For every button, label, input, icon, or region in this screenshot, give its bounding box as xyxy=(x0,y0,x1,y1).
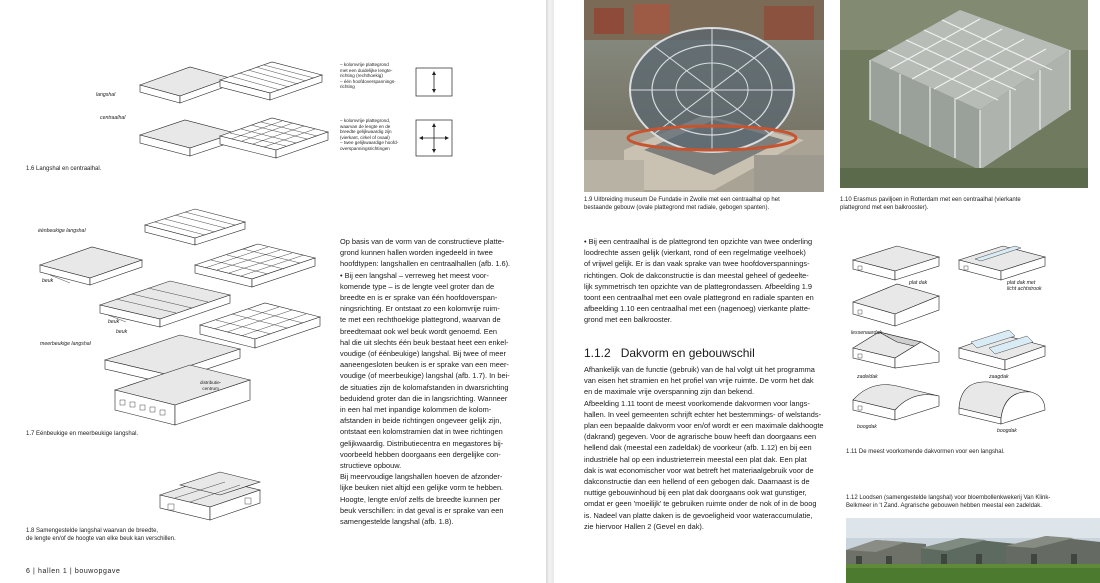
body-line: komende type – is de lengte veel groter dan de xyxy=(340,281,495,291)
page-footer: 6 | hallen 1 | bouwopgave xyxy=(26,568,121,575)
body-line: • Bij een centraalhal is de plattegrond ten opzichte van twee onderling xyxy=(584,237,813,246)
body-line: (dakrand) gegeven. Voor de agrarische bouw heeft dan doorgaans een xyxy=(584,432,817,442)
body-line: toont een centraalhal met een ovale plattegrond en radiale spanten en xyxy=(584,293,814,303)
figure-1-8-drawing xyxy=(150,470,290,525)
figure-1-9-caption xyxy=(584,196,829,212)
body-line: is. Nadeel van platte daken is de gevoeligheid voor wateraccumulatie, xyxy=(584,510,813,520)
caption-line: 1.9 Uitbreiding museum De Fundatie in Zwolle met een centraalhal op het xyxy=(584,197,780,203)
body-line: van eisen het stramien en het profiel van vrije ruimte. De vorm het dak xyxy=(584,376,814,386)
body-line: ningsrichting. Er ontstaat zo een kolomvrije ruim- xyxy=(340,304,500,314)
body-line: samengestelde langshal (afb. 1.8). xyxy=(340,517,454,527)
body-line: richtingen. Ook de dakconstructie is dan meestal geheel of gedeelte- xyxy=(584,270,809,280)
plat-dak-label: plat dak xyxy=(909,280,928,286)
figure-1-6 xyxy=(60,40,530,170)
centraalhal-grid-drawing xyxy=(220,118,328,158)
body-line: beuk verschillen: in dat geval is er sprake van een xyxy=(340,505,504,515)
plat-dak-lichtstrook-drawing xyxy=(959,246,1045,280)
legend-line: – kolomvrije plattegrond, xyxy=(340,118,391,123)
lessenaardak-label: lessenaardak xyxy=(851,330,882,336)
distributiecentrum-label xyxy=(200,380,221,391)
two-direction-arrow-icon xyxy=(416,120,452,156)
legend-line: waarvan de lengte en de xyxy=(340,123,391,129)
body-line: industriële hal op een industrieterrein meestal een plat dak. Een plat xyxy=(584,454,807,464)
section-heading xyxy=(584,346,755,360)
section-title: Dakvorm en gebouwschil xyxy=(620,346,755,360)
plat-dak-drawing xyxy=(853,246,939,280)
label-line: licht achtstrook xyxy=(1007,286,1042,292)
paviljoen-photo-illustration xyxy=(840,0,1088,188)
langshal-label: langshal xyxy=(96,92,116,98)
photo-museum-de-fundatie xyxy=(584,0,824,192)
loodsen-photo-illustration xyxy=(846,518,1100,583)
body-line: • Bij een langshal – verreweg het meest voor- xyxy=(340,270,489,280)
body-line: of vrijwel gelijk. Er is dan vaak sprake van twee hoofdoverspannings- xyxy=(584,259,810,269)
plat-dak-licht-label xyxy=(1007,280,1042,292)
meerbeukige-langshal-label: meerbeukige langshal xyxy=(40,341,91,347)
one-direction-arrow-icon xyxy=(416,68,452,96)
figure-1-7-drawing xyxy=(30,215,330,430)
body-line: te met een rechthoekige plattegrond, waarvan de xyxy=(340,315,501,325)
body-line: de situaties zijn de kolomafstanden in dwarsrichting xyxy=(340,382,509,392)
body-line: voudige (of meerbeukige) langshal (afb. 1.7). In bei- xyxy=(340,371,510,381)
lessenaardak-drawing xyxy=(853,284,939,326)
body-line: dak is wat economischer voor wat betreft het materiaalgebruik voor de xyxy=(584,465,814,475)
caption-line: plattegrond met een balkrooster). xyxy=(840,205,929,211)
body-line: lijk symmetrisch ten opzichte van de plattegrondassen. Afbeelding 1.9 xyxy=(584,281,813,291)
beuk-label: beuk xyxy=(108,319,120,325)
roof-forms-drawing xyxy=(849,240,1069,440)
body-line: Afhankelijk van de functie (gebruik) van de hal volgt uit het programma xyxy=(584,365,815,374)
body-line: afstanden in beide richtingen ongeveer gelijk zijn, xyxy=(340,416,502,426)
figure-1-8 xyxy=(150,470,290,525)
centraalhal-label: centraalhal xyxy=(100,115,126,121)
legend-line: breedte gelijkwaardig zijn xyxy=(340,129,392,135)
body-line: beduidend groter dan die in langsrichting. Wanneer xyxy=(340,393,508,403)
dakvorm-text xyxy=(584,364,844,532)
body-line: hellend dak (meestal een zadeldak) de voorkeur (afb. 1.12) en bij een xyxy=(584,443,812,453)
body-line: Op basis van de vorm van de constructieve platte- xyxy=(340,237,505,246)
boogdak-drawing xyxy=(959,382,1045,424)
boogdak-drawing xyxy=(853,385,939,420)
beuk-label: beuk xyxy=(42,278,54,284)
eenbeukige-langshal-label: éénbeukige langshal xyxy=(38,228,86,234)
legend-line: – twee gelijkwaardige hoofd- xyxy=(340,140,399,146)
body-line: hoofdtypen: langshallen en centraalhallen (afb. 1.6). xyxy=(340,259,511,269)
langshal-slab-drawing xyxy=(140,67,230,103)
legend-line: (vierkant, cirkel of ovaal) xyxy=(340,134,390,140)
body-line: voudige (of éénbeukige) langshal. Bij twee of meer xyxy=(340,349,506,359)
body-line: grond kunnen hallen worden ingedeeld in twee xyxy=(340,248,493,258)
left-page xyxy=(0,0,546,583)
body-line: breedte en is er sprake van één hoofdoverspan- xyxy=(340,293,498,303)
boogdak-label: boogdak xyxy=(857,424,877,430)
zadeldak-label: zadeldak xyxy=(857,374,878,380)
legend-line: overspanningsrichtingen xyxy=(340,145,390,151)
figure-1-11 xyxy=(849,240,1069,440)
zaagdak-drawing xyxy=(959,330,1045,370)
body-line: Afbeelding 1.11 toont de meest voorkomende dakvormen voor langs- xyxy=(584,398,810,408)
body-line: afbeelding 1.10 een centraalhal met een (nagenoeg) vierkante platte- xyxy=(584,304,811,314)
caption-line: 1.12 Loodsen (samengestelde langshal) voor bloembollenkwekerij Van Klink- xyxy=(846,495,1051,501)
zaagdak-label: zaagdak xyxy=(989,374,1009,380)
caption-line: Belkmeer in 't Zand. Agrarische gebouwen hebben meestal een zadeldak. xyxy=(846,503,1042,509)
body-line: ontstaat een kolomstramien dat in twee richtingen xyxy=(340,427,503,437)
distributie-line: distributie- xyxy=(200,380,222,385)
figure-1-10-caption xyxy=(840,196,1095,212)
legend-line: richting xyxy=(340,84,355,90)
caption-line: bestaande gebouw (ovale plattegrond met radiale, gebogen spanten). xyxy=(584,205,770,211)
figure-1-6-drawing xyxy=(60,40,530,170)
legend-line: richting (rechthoekig) xyxy=(340,73,383,79)
body-line: gelijkwaardig. Distributiecentra en megastores bij- xyxy=(340,438,504,448)
body-line: lijke beuken niet altijd een gelijke vorm te hebben. xyxy=(340,483,504,493)
centraalhal-legend xyxy=(340,118,415,152)
photo-erasmus-paviljoen xyxy=(840,0,1088,188)
body-line: Hoogte, lengte en/of zelfs de breedte kunnen per xyxy=(340,494,501,504)
legend-line: met een duidelijke lengte- xyxy=(340,67,393,73)
body-line: structieve opbouw. xyxy=(340,461,402,471)
figure-1-7 xyxy=(30,215,330,430)
distributie-line: centrum xyxy=(202,385,219,391)
figure-1-6-caption: 1.6 Langshal en centraalhal. xyxy=(26,166,102,172)
body-line: en de maximale vrije overspanning zijn dan bekend. xyxy=(584,387,755,397)
museum-photo-illustration xyxy=(584,0,824,192)
book-gutter xyxy=(546,0,554,583)
caption-line: de lengte en/of de hoogte van elke beuk kan verschillen. xyxy=(26,536,176,542)
right-page xyxy=(554,0,1100,583)
centraalhal-text xyxy=(584,236,839,326)
beuk-label: beuk xyxy=(116,329,128,335)
body-line: voorbeeld hebben doorgaans een dergelijke con- xyxy=(340,449,501,459)
body-line: in een hal met inpandige kolommen de kolom- xyxy=(340,405,492,415)
left-body-text xyxy=(340,236,540,527)
figure-1-7-caption: 1.7 Eénbeukige en meerbeukige langshal. xyxy=(26,431,139,437)
legend-line: – één hoofdoverspannings- xyxy=(340,78,396,84)
langshal-legend xyxy=(340,62,415,90)
legend-line: – kolomvrije plattegrond xyxy=(340,62,389,67)
caption-line: 1.8 Samengestelde langshal waarvan de breedte, xyxy=(26,528,159,534)
langshal-frame-drawing xyxy=(220,62,322,100)
body-line: dakconstructie dan een hellend of een gebogen dak. Daarnaast is de xyxy=(584,477,810,487)
caption-line: 1.10 Erasmus paviljoen in Rotterdam met een centraalhal (vierkante xyxy=(840,197,1021,203)
section-number: 1.1.2 xyxy=(584,346,611,360)
body-line: breedtemaat ook wel beuk wordt genoemd. Een xyxy=(340,326,497,336)
body-line: nuttige gebouwinhoud bij een plat dak doorgaans ook wat gunstiger, xyxy=(584,488,807,498)
body-line: aaneengesloten beuken is er sprake van een meer- xyxy=(340,360,509,370)
body-line: loodrechte assen gelijk (vierkant, rond of een regelmatige veelhoek) xyxy=(584,248,806,258)
body-line: hallen. In veel gemeenten schrijft echter het bestemmings- of welstands- xyxy=(584,409,822,419)
label-line: plat dak met xyxy=(1007,280,1036,286)
figure-1-12-caption xyxy=(846,494,1096,510)
boogdak-label: boogdak xyxy=(997,428,1017,434)
figure-1-11-caption: 1.11 De meest voorkomende dakvormen voor een langshal. xyxy=(846,449,1005,455)
figure-1-8-caption xyxy=(26,527,226,543)
photo-loodsen xyxy=(846,518,1100,583)
body-line: grond met een balkrooster. xyxy=(584,315,672,325)
body-line: zie hiervoor Hallen 2 (Gevel en dak). xyxy=(584,521,704,531)
body-line: hal die uit slechts één beuk bestaat heet een enkel- xyxy=(340,337,509,347)
body-line: Bij meervoudige langshallen hoeven de afzonder- xyxy=(340,472,503,482)
body-line: omdat er geen 'moeilijk' te gebruiken ruimte onder de nok of in de boog xyxy=(584,499,817,509)
zadeldak-drawing xyxy=(853,332,939,368)
body-line: plan een bepaalde dakvorm voor en/of wordt er een maximale dakhoogte xyxy=(584,421,824,431)
